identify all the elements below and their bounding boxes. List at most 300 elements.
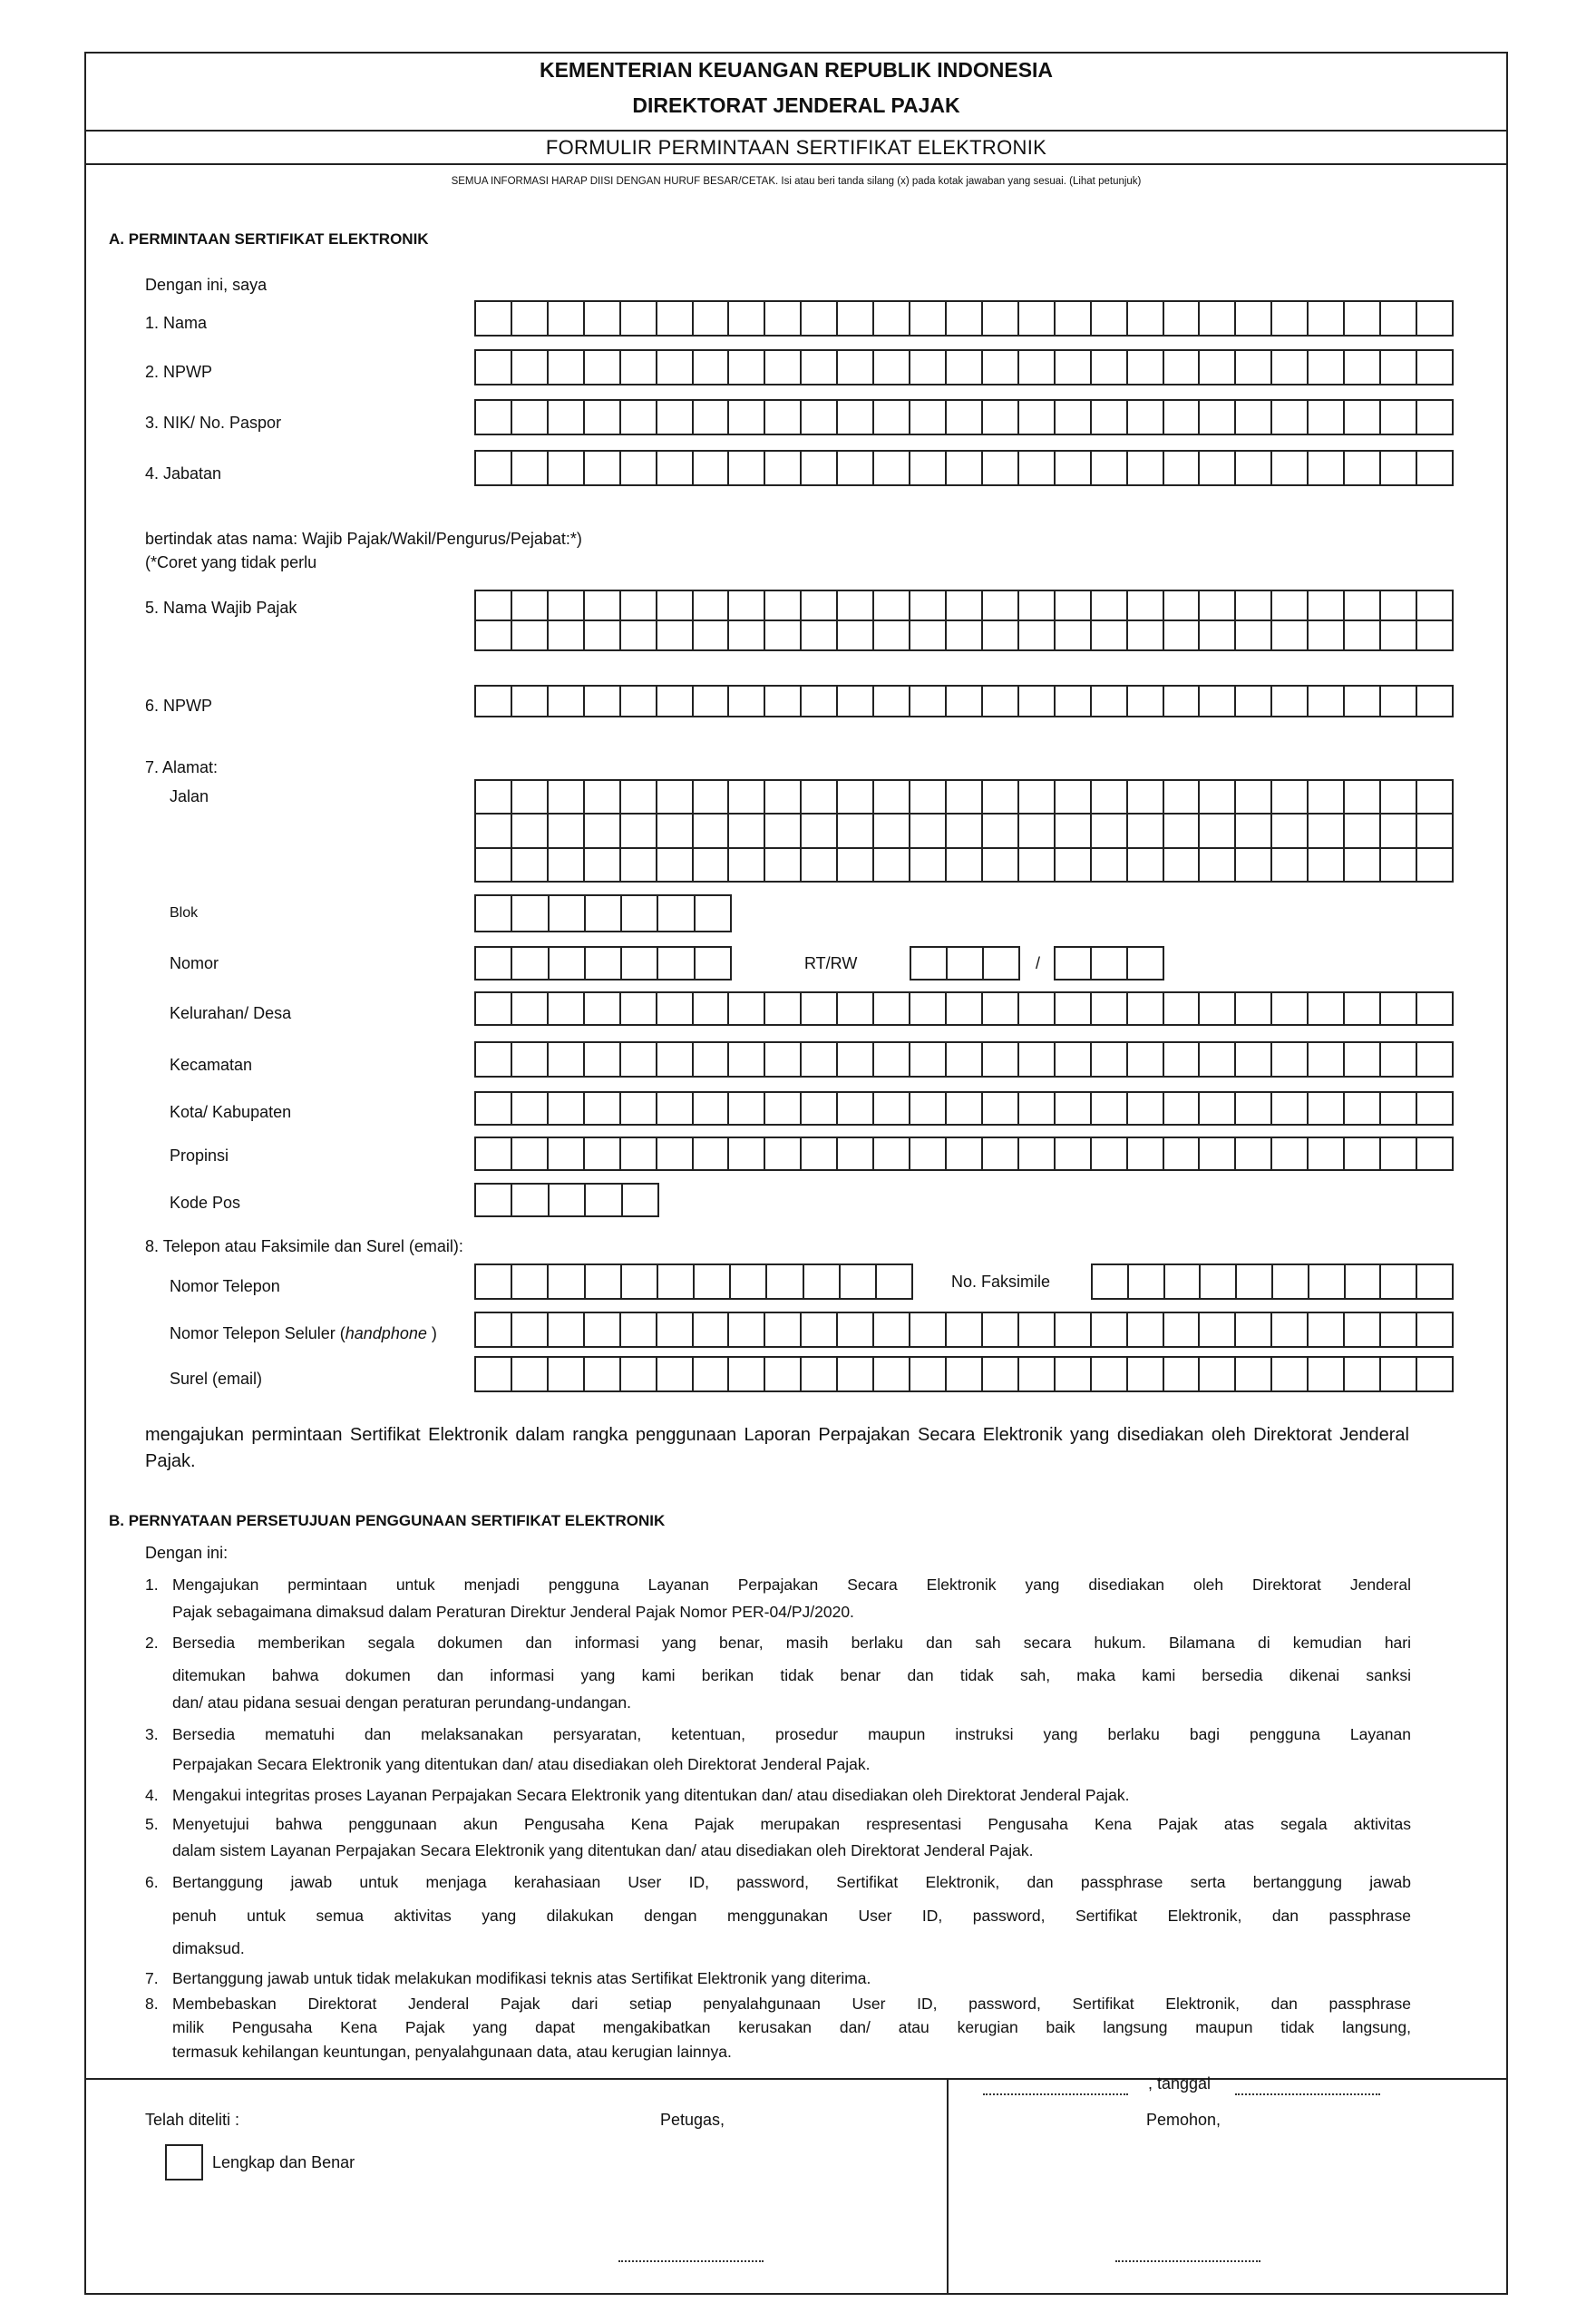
input-box-cell[interactable] (981, 621, 1017, 649)
input-box-cell[interactable] (1416, 621, 1452, 649)
input-box-cell[interactable] (511, 591, 547, 620)
input-box-cell[interactable] (836, 591, 872, 620)
input-box-cell[interactable] (1379, 1265, 1416, 1298)
input-box-cell[interactable] (1017, 302, 1054, 335)
input-box-cell[interactable] (656, 351, 692, 384)
input-box-cell[interactable] (1017, 1093, 1054, 1124)
input-box-cell[interactable] (1234, 1358, 1270, 1390)
input-box-cell[interactable] (1379, 1093, 1416, 1124)
input-box-cell[interactable] (764, 351, 800, 384)
input-box-cell[interactable] (872, 302, 909, 335)
input-box-cell[interactable] (547, 849, 583, 881)
input-box-cell[interactable] (583, 815, 619, 846)
rw-input-boxes[interactable] (1054, 946, 1164, 981)
input-box-cell[interactable] (692, 687, 728, 716)
input-box-cell[interactable] (1126, 591, 1163, 620)
input-box-cell[interactable] (981, 1138, 1017, 1169)
input-box-cell[interactable] (1379, 452, 1416, 484)
input-box-cell[interactable] (764, 1138, 800, 1169)
input-box-cell[interactable] (620, 896, 657, 931)
input-box-cell[interactable] (1126, 1358, 1163, 1390)
input-box-cell[interactable] (619, 401, 656, 434)
input-box-cell[interactable] (945, 302, 981, 335)
input-box-cell[interactable] (476, 1093, 511, 1124)
input-box-cell[interactable] (583, 1093, 619, 1124)
input-box-cell[interactable] (619, 781, 656, 813)
input-box-cell[interactable] (476, 1313, 511, 1346)
input-box-cell[interactable] (511, 896, 547, 931)
input-box-cell[interactable] (1270, 687, 1307, 716)
input-box-cell[interactable] (1198, 1138, 1234, 1169)
input-box-cell[interactable] (1054, 1093, 1090, 1124)
input-box-cell[interactable] (1307, 401, 1343, 434)
input-box-cell[interactable] (583, 687, 619, 716)
input-box-cell[interactable] (657, 1265, 693, 1298)
input-box-cell[interactable] (909, 815, 945, 846)
input-box-cell[interactable] (727, 621, 764, 649)
input-box-cell[interactable] (1163, 452, 1199, 484)
input-box-cell[interactable] (1343, 452, 1379, 484)
input-box-cell[interactable] (511, 1358, 547, 1390)
input-box-cell[interactable] (583, 591, 619, 620)
input-box-cell[interactable] (583, 993, 619, 1024)
input-box-cell[interactable] (981, 302, 1017, 335)
jalan-input-boxes[interactable] (474, 779, 1454, 883)
input-box-cell[interactable] (656, 452, 692, 484)
input-box-cell[interactable] (1017, 351, 1054, 384)
input-box-cell[interactable] (547, 621, 583, 649)
input-box-cell[interactable] (872, 1358, 909, 1390)
input-box-cell[interactable] (1090, 1358, 1126, 1390)
input-box-cell[interactable] (1163, 1265, 1200, 1298)
input-box-cell[interactable] (657, 896, 693, 931)
input-box-cell[interactable] (1307, 591, 1343, 620)
place-dotted-line[interactable] (983, 2093, 1128, 2095)
input-box-cell[interactable] (800, 621, 836, 649)
input-box-cell[interactable] (1379, 993, 1416, 1024)
input-box-cell[interactable] (619, 1043, 656, 1076)
kota-input-boxes[interactable] (474, 1091, 1454, 1126)
input-box-cell[interactable] (1416, 591, 1452, 620)
input-box-cell[interactable] (727, 1093, 764, 1124)
input-box-cell[interactable] (1344, 1265, 1380, 1298)
input-box-cell[interactable] (764, 1093, 800, 1124)
input-box-cell[interactable] (1198, 1093, 1234, 1124)
input-box-cell[interactable] (692, 401, 728, 434)
input-box-cell[interactable] (692, 621, 728, 649)
input-box-cell[interactable] (800, 993, 836, 1024)
input-box-cell[interactable] (1163, 993, 1199, 1024)
input-box-cell[interactable] (656, 401, 692, 434)
input-box-cell[interactable] (836, 351, 872, 384)
input-box-cell[interactable] (619, 687, 656, 716)
input-box-cell[interactable] (656, 1093, 692, 1124)
input-box-cell[interactable] (1307, 1043, 1343, 1076)
input-box-cell[interactable] (1090, 1093, 1126, 1124)
input-box-cell[interactable] (1054, 302, 1090, 335)
input-box-cell[interactable] (981, 1358, 1017, 1390)
input-box-cell[interactable] (1235, 1265, 1271, 1298)
input-box-cell[interactable] (875, 1265, 911, 1298)
input-box-cell[interactable] (1307, 815, 1343, 846)
input-box-cell[interactable] (619, 452, 656, 484)
input-box-cell[interactable] (511, 849, 547, 881)
input-box-cell[interactable] (727, 1358, 764, 1390)
input-box-cell[interactable] (1270, 591, 1307, 620)
input-box-cell[interactable] (1234, 452, 1270, 484)
input-box-cell[interactable] (511, 815, 547, 846)
input-box-cell[interactable] (511, 948, 547, 979)
input-box-cell[interactable] (727, 1313, 764, 1346)
input-box-cell[interactable] (981, 351, 1017, 384)
input-box-cell[interactable] (511, 687, 547, 716)
input-box-cell[interactable] (872, 1043, 909, 1076)
input-box-cell[interactable] (511, 1313, 547, 1346)
input-box-cell[interactable] (621, 1185, 657, 1215)
propinsi-input-boxes[interactable] (474, 1137, 1454, 1171)
input-box-cell[interactable] (583, 1358, 619, 1390)
input-box-cell[interactable] (511, 781, 547, 813)
input-box-cell[interactable] (800, 401, 836, 434)
input-box-cell[interactable] (764, 591, 800, 620)
input-box-cell[interactable] (1416, 401, 1452, 434)
input-box-cell[interactable] (1307, 351, 1343, 384)
input-box-cell[interactable] (1017, 849, 1054, 881)
input-box-cell[interactable] (1198, 452, 1234, 484)
input-box-cell[interactable] (1198, 1043, 1234, 1076)
input-box-cell[interactable] (872, 1093, 909, 1124)
input-box-cell[interactable] (1126, 621, 1163, 649)
input-box-cell[interactable] (1126, 948, 1163, 979)
input-box-cell[interactable] (1163, 1093, 1199, 1124)
input-box-cell[interactable] (945, 351, 981, 384)
input-box-cell[interactable] (1343, 1313, 1379, 1346)
input-box-cell[interactable] (1017, 1138, 1054, 1169)
input-box-cell[interactable] (909, 993, 945, 1024)
input-box-cell[interactable] (511, 1093, 547, 1124)
input-box-cell[interactable] (547, 815, 583, 846)
input-box-cell[interactable] (1307, 1093, 1343, 1124)
input-box-cell[interactable] (981, 687, 1017, 716)
input-box-cell[interactable] (1163, 781, 1199, 813)
input-box-cell[interactable] (1090, 401, 1126, 434)
input-box-cell[interactable] (727, 1043, 764, 1076)
input-box-cell[interactable] (1307, 1138, 1343, 1169)
input-box-cell[interactable] (1054, 815, 1090, 846)
input-box-cell[interactable] (1416, 815, 1452, 846)
input-box-cell[interactable] (692, 781, 728, 813)
input-box-cell[interactable] (1343, 591, 1379, 620)
input-box-cell[interactable] (1343, 781, 1379, 813)
blok-input-boxes[interactable] (474, 894, 732, 932)
input-box-cell[interactable] (727, 1138, 764, 1169)
input-box-cell[interactable] (547, 1138, 583, 1169)
input-box-cell[interactable] (1416, 1043, 1452, 1076)
input-box-cell[interactable] (1126, 781, 1163, 813)
input-box-cell[interactable] (511, 1265, 547, 1298)
faksimile-input-boxes[interactable] (1091, 1263, 1454, 1300)
input-box-cell[interactable] (945, 621, 981, 649)
input-box-cell[interactable] (909, 1138, 945, 1169)
input-box-cell[interactable] (764, 993, 800, 1024)
input-box-cell[interactable] (1343, 1358, 1379, 1390)
input-box-cell[interactable] (1270, 781, 1307, 813)
input-box-cell[interactable] (1308, 1265, 1344, 1298)
input-box-cell[interactable] (1017, 1043, 1054, 1076)
input-box-cell[interactable] (1416, 993, 1452, 1024)
input-box-cell[interactable] (1270, 1138, 1307, 1169)
input-box-cell[interactable] (1017, 1313, 1054, 1346)
input-box-cell[interactable] (1416, 849, 1452, 881)
input-box-cell[interactable] (1198, 351, 1234, 384)
input-box-cell[interactable] (1379, 591, 1416, 620)
input-box-cell[interactable] (1163, 815, 1199, 846)
input-box-cell[interactable] (656, 687, 692, 716)
input-box-cell[interactable] (1090, 849, 1126, 881)
input-box-cell[interactable] (1163, 1358, 1199, 1390)
input-box-cell[interactable] (1270, 815, 1307, 846)
input-box-cell[interactable] (1017, 815, 1054, 846)
input-box-cell[interactable] (1198, 591, 1234, 620)
input-box-cell[interactable] (803, 1265, 839, 1298)
input-box-cell[interactable] (583, 781, 619, 813)
input-box-cell[interactable] (727, 687, 764, 716)
input-box-cell[interactable] (511, 1185, 547, 1215)
input-box-cell[interactable] (1017, 621, 1054, 649)
input-box-cell[interactable] (1163, 1138, 1199, 1169)
input-box-cell[interactable] (981, 401, 1017, 434)
input-box-cell[interactable] (1163, 1043, 1199, 1076)
input-box-cell[interactable] (764, 781, 800, 813)
input-box-cell[interactable] (1270, 1093, 1307, 1124)
date-dotted-line[interactable] (1235, 2093, 1380, 2095)
input-box-cell[interactable] (547, 302, 583, 335)
input-box-cell[interactable] (1234, 351, 1270, 384)
input-box-cell[interactable] (800, 1093, 836, 1124)
input-box-cell[interactable] (1416, 302, 1452, 335)
input-box-cell[interactable] (836, 1043, 872, 1076)
input-box-cell[interactable] (1343, 401, 1379, 434)
input-box-cell[interactable] (476, 849, 511, 881)
input-box-cell[interactable] (800, 687, 836, 716)
input-box-cell[interactable] (1126, 401, 1163, 434)
input-box-cell[interactable] (1270, 452, 1307, 484)
input-box-cell[interactable] (836, 302, 872, 335)
input-box-cell[interactable] (1307, 452, 1343, 484)
input-box-cell[interactable] (765, 1265, 802, 1298)
input-box-cell[interactable] (800, 1043, 836, 1076)
input-box-cell[interactable] (1379, 351, 1416, 384)
input-box-cell[interactable] (872, 1138, 909, 1169)
input-box-cell[interactable] (1379, 1358, 1416, 1390)
input-box-cell[interactable] (1270, 1313, 1307, 1346)
input-box-cell[interactable] (800, 452, 836, 484)
input-box-cell[interactable] (692, 591, 728, 620)
input-box-cell[interactable] (1416, 452, 1452, 484)
input-box-cell[interactable] (620, 948, 657, 979)
input-box-cell[interactable] (692, 815, 728, 846)
input-box-cell[interactable] (1234, 591, 1270, 620)
input-box-cell[interactable] (981, 815, 1017, 846)
input-box-cell[interactable] (800, 1138, 836, 1169)
input-box-cell[interactable] (1163, 849, 1199, 881)
input-box-cell[interactable] (1163, 1313, 1199, 1346)
input-box-cell[interactable] (911, 948, 946, 979)
rt-input-boxes[interactable] (910, 946, 1020, 981)
input-box-cell[interactable] (945, 452, 981, 484)
input-box-cell[interactable] (547, 1093, 583, 1124)
input-box-cell[interactable] (1054, 993, 1090, 1024)
input-box-cell[interactable] (1126, 351, 1163, 384)
input-box-cell[interactable] (1126, 302, 1163, 335)
input-box-cell[interactable] (547, 1265, 583, 1298)
input-box-cell[interactable] (656, 849, 692, 881)
input-box-cell[interactable] (476, 1358, 511, 1390)
input-box-cell[interactable] (619, 1093, 656, 1124)
input-box-cell[interactable] (909, 1313, 945, 1346)
surel-input-boxes[interactable] (474, 1356, 1454, 1392)
input-box-cell[interactable] (692, 1358, 728, 1390)
kelurahan-input-boxes[interactable] (474, 991, 1454, 1026)
input-box-cell[interactable] (694, 896, 730, 931)
input-box-cell[interactable] (1234, 815, 1270, 846)
input-box-cell[interactable] (945, 401, 981, 434)
input-box-cell[interactable] (1343, 1093, 1379, 1124)
seluler-input-boxes[interactable] (474, 1312, 1454, 1348)
input-box-cell[interactable] (1234, 781, 1270, 813)
petugas-signature-line[interactable] (618, 2260, 764, 2262)
input-box-cell[interactable] (1234, 993, 1270, 1024)
input-box-cell[interactable] (511, 401, 547, 434)
input-box-cell[interactable] (692, 452, 728, 484)
input-box-cell[interactable] (476, 621, 511, 649)
input-box-cell[interactable] (1090, 993, 1126, 1024)
input-box-cell[interactable] (981, 1093, 1017, 1124)
input-box-cell[interactable] (800, 591, 836, 620)
input-box-cell[interactable] (727, 849, 764, 881)
input-box-cell[interactable] (1234, 849, 1270, 881)
input-box-cell[interactable] (945, 781, 981, 813)
input-box-cell[interactable] (1343, 621, 1379, 649)
input-box-cell[interactable] (1126, 1043, 1163, 1076)
input-box-cell[interactable] (656, 621, 692, 649)
input-box-cell[interactable] (946, 948, 982, 979)
input-box-cell[interactable] (1198, 1313, 1234, 1346)
input-box-cell[interactable] (619, 849, 656, 881)
input-box-cell[interactable] (836, 993, 872, 1024)
input-box-cell[interactable] (836, 621, 872, 649)
input-box-cell[interactable] (511, 621, 547, 649)
input-box-cell[interactable] (1198, 815, 1234, 846)
input-box-cell[interactable] (656, 302, 692, 335)
input-box-cell[interactable] (1379, 302, 1416, 335)
input-box-cell[interactable] (511, 993, 547, 1024)
input-box-cell[interactable] (839, 1265, 875, 1298)
input-box-cell[interactable] (656, 1358, 692, 1390)
input-box-cell[interactable] (583, 452, 619, 484)
nomor-telepon-input-boxes[interactable] (474, 1263, 913, 1300)
input-box-cell[interactable] (1343, 302, 1379, 335)
pemohon-signature-line[interactable] (1115, 2260, 1260, 2262)
input-box-cell[interactable] (1163, 351, 1199, 384)
input-box-cell[interactable] (476, 781, 511, 813)
input-box-cell[interactable] (1090, 815, 1126, 846)
input-box-cell[interactable] (1198, 302, 1234, 335)
input-box-cell[interactable] (872, 849, 909, 881)
input-box-cell[interactable] (1199, 1265, 1235, 1298)
input-box-cell[interactable] (727, 993, 764, 1024)
input-box-cell[interactable] (1343, 687, 1379, 716)
input-box-cell[interactable] (1379, 815, 1416, 846)
input-box-cell[interactable] (511, 351, 547, 384)
lengkap-checkbox[interactable] (165, 2144, 203, 2181)
input-box-cell[interactable] (1090, 1043, 1126, 1076)
input-box-cell[interactable] (657, 948, 693, 979)
input-box-cell[interactable] (1126, 1138, 1163, 1169)
input-box-cell[interactable] (1379, 1313, 1416, 1346)
input-box-cell[interactable] (800, 849, 836, 881)
input-box-cell[interactable] (982, 948, 1018, 979)
input-box-cell[interactable] (1271, 1265, 1308, 1298)
input-box-cell[interactable] (764, 452, 800, 484)
input-box-cell[interactable] (1127, 1265, 1163, 1298)
input-box-cell[interactable] (656, 1313, 692, 1346)
input-box-cell[interactable] (1090, 687, 1126, 716)
input-box-cell[interactable] (656, 993, 692, 1024)
input-box-cell[interactable] (872, 687, 909, 716)
input-box-cell[interactable] (1017, 993, 1054, 1024)
kecamatan-input-boxes[interactable] (474, 1041, 1454, 1078)
input-box-cell[interactable] (1017, 1358, 1054, 1390)
nomor-input-boxes[interactable] (474, 946, 732, 981)
input-box-cell[interactable] (909, 687, 945, 716)
input-box-cell[interactable] (872, 591, 909, 620)
input-box-cell[interactable] (945, 1093, 981, 1124)
input-box-cell[interactable] (1198, 781, 1234, 813)
input-box-cell[interactable] (764, 1043, 800, 1076)
input-box-cell[interactable] (1379, 687, 1416, 716)
input-box-cell[interactable] (1054, 591, 1090, 620)
input-box-cell[interactable] (476, 1138, 511, 1169)
input-box-cell[interactable] (727, 781, 764, 813)
input-box-cell[interactable] (1343, 1138, 1379, 1169)
input-box-cell[interactable] (727, 815, 764, 846)
input-box-cell[interactable] (945, 591, 981, 620)
input-box-cell[interactable] (1163, 401, 1199, 434)
kode-pos-input-boxes[interactable] (474, 1183, 659, 1217)
input-box-cell[interactable] (836, 849, 872, 881)
input-box-cell[interactable] (656, 815, 692, 846)
input-box-cell[interactable] (476, 452, 511, 484)
input-box-cell[interactable] (1416, 1265, 1452, 1298)
input-box-cell[interactable] (476, 1043, 511, 1076)
input-box-cell[interactable] (547, 1358, 583, 1390)
input-box-cell[interactable] (1163, 687, 1199, 716)
input-box-cell[interactable] (1017, 591, 1054, 620)
input-box-cell[interactable] (1126, 1313, 1163, 1346)
input-box-cell[interactable] (547, 401, 583, 434)
input-box-cell[interactable] (1054, 1358, 1090, 1390)
input-box-cell[interactable] (1090, 948, 1126, 979)
input-box-cell[interactable] (1416, 351, 1452, 384)
input-box-cell[interactable] (1126, 993, 1163, 1024)
input-box-cell[interactable] (692, 849, 728, 881)
input-box-cell[interactable] (547, 687, 583, 716)
input-box-cell[interactable] (1416, 1358, 1452, 1390)
input-box-cell[interactable] (1126, 452, 1163, 484)
input-box-cell[interactable] (1270, 302, 1307, 335)
input-box-cell[interactable] (909, 302, 945, 335)
